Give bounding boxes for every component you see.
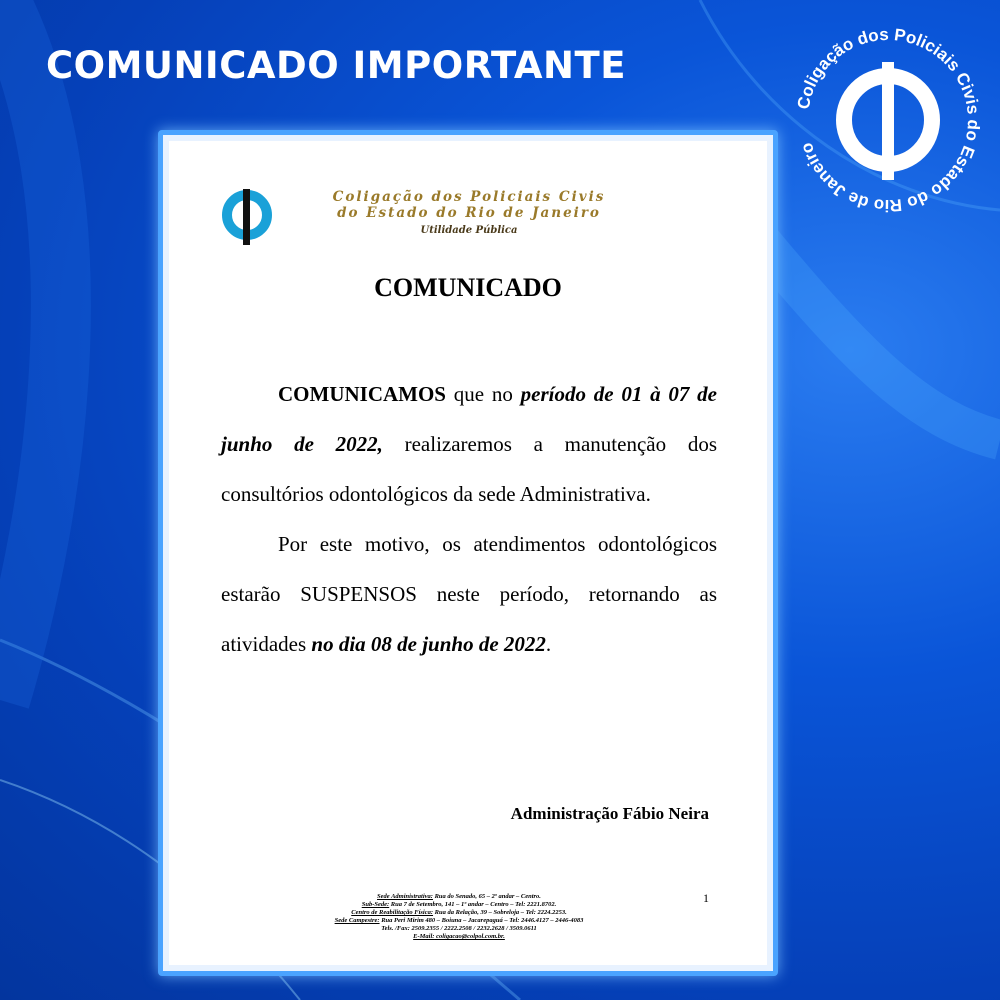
paragraph-1 [221,369,717,519]
paragraph-2 [221,519,717,669]
paragraph-1-text-a: que no [446,382,521,406]
footer-text: Rua Peri Mirim 480 – Boiuna – Jacarepaguá – Tel: 2446.4127 – 2446-4083 [379,917,584,924]
cp-logo-icon [221,187,277,247]
coligacao-seal-logo [790,22,986,218]
footer-line [279,893,639,901]
footer-line [279,917,639,925]
footer-text: Tels. /Fax: 2509.2355 / 2222.2508 / 2232.2628 / 3509.0611 [381,925,537,932]
page-number: 1 [703,891,709,905]
footer-email[interactable]: coligacao@colpol.com.br. [434,933,505,940]
footer-line [279,933,639,941]
document-body [221,369,717,669]
letterhead-line-3: Utilidade Pública [420,225,518,236]
letterhead-line-2: do Estado do Rio de Janeiro [337,205,601,221]
letterhead-line-1: Coligação dos Policiais Civis [332,189,606,205]
footer-label: E-Mail: [413,933,435,940]
document-page [169,141,767,965]
letterhead [319,189,619,238]
paragraph-2-return-date: no dia 08 de junho de 2022 [311,632,546,656]
paragraph-1-lead: COMUNICAMOS [278,382,446,406]
signature: Administração Fábio Neira [510,804,709,823]
document-title: COMUNICADO [374,273,562,302]
paragraph-1-text-b: realizaremos a manutenção dos consultórios odontológicos da sede Administrativa. [221,432,717,506]
footer-line [279,909,639,917]
paragraph-2-text-b: . [545,632,552,656]
footer-text: Rua 7 de Setembro, 141 – 1º andar – Centro – Tel: 2221.8702. [389,901,557,908]
footer-text: Rua da Relação, 39 – Sobreloja – Tel: 2224.2253. [433,909,567,916]
footer-label: Sede Campestre: [334,917,380,924]
footer-text: Rua do Senado, 65 – 2º andar – Centro. [432,893,541,900]
footer-label: Centro de Reabilitação Física: [351,909,434,916]
footer-label: Sede Administrativa: [377,893,433,900]
paragraph-2-text-a: Por este motivo, os atendimentos odontológicos estarão SUSPENSOS neste período, retornando as atividades [221,532,717,656]
paragraph-1-date-range: período de 01 à 07 de junho de 2022, [221,382,717,456]
document-frame [158,130,778,976]
footer-line [279,925,639,933]
footer-label: Sub-Sede: [361,901,390,908]
footer-line [279,901,639,909]
document-footer [279,893,639,941]
page-headline: COMUNICADO IMPORTANTE [46,44,627,87]
seal-ring-text: Coligação dos Policiais Civis do Estado do Rio de Janeiro [793,24,984,216]
